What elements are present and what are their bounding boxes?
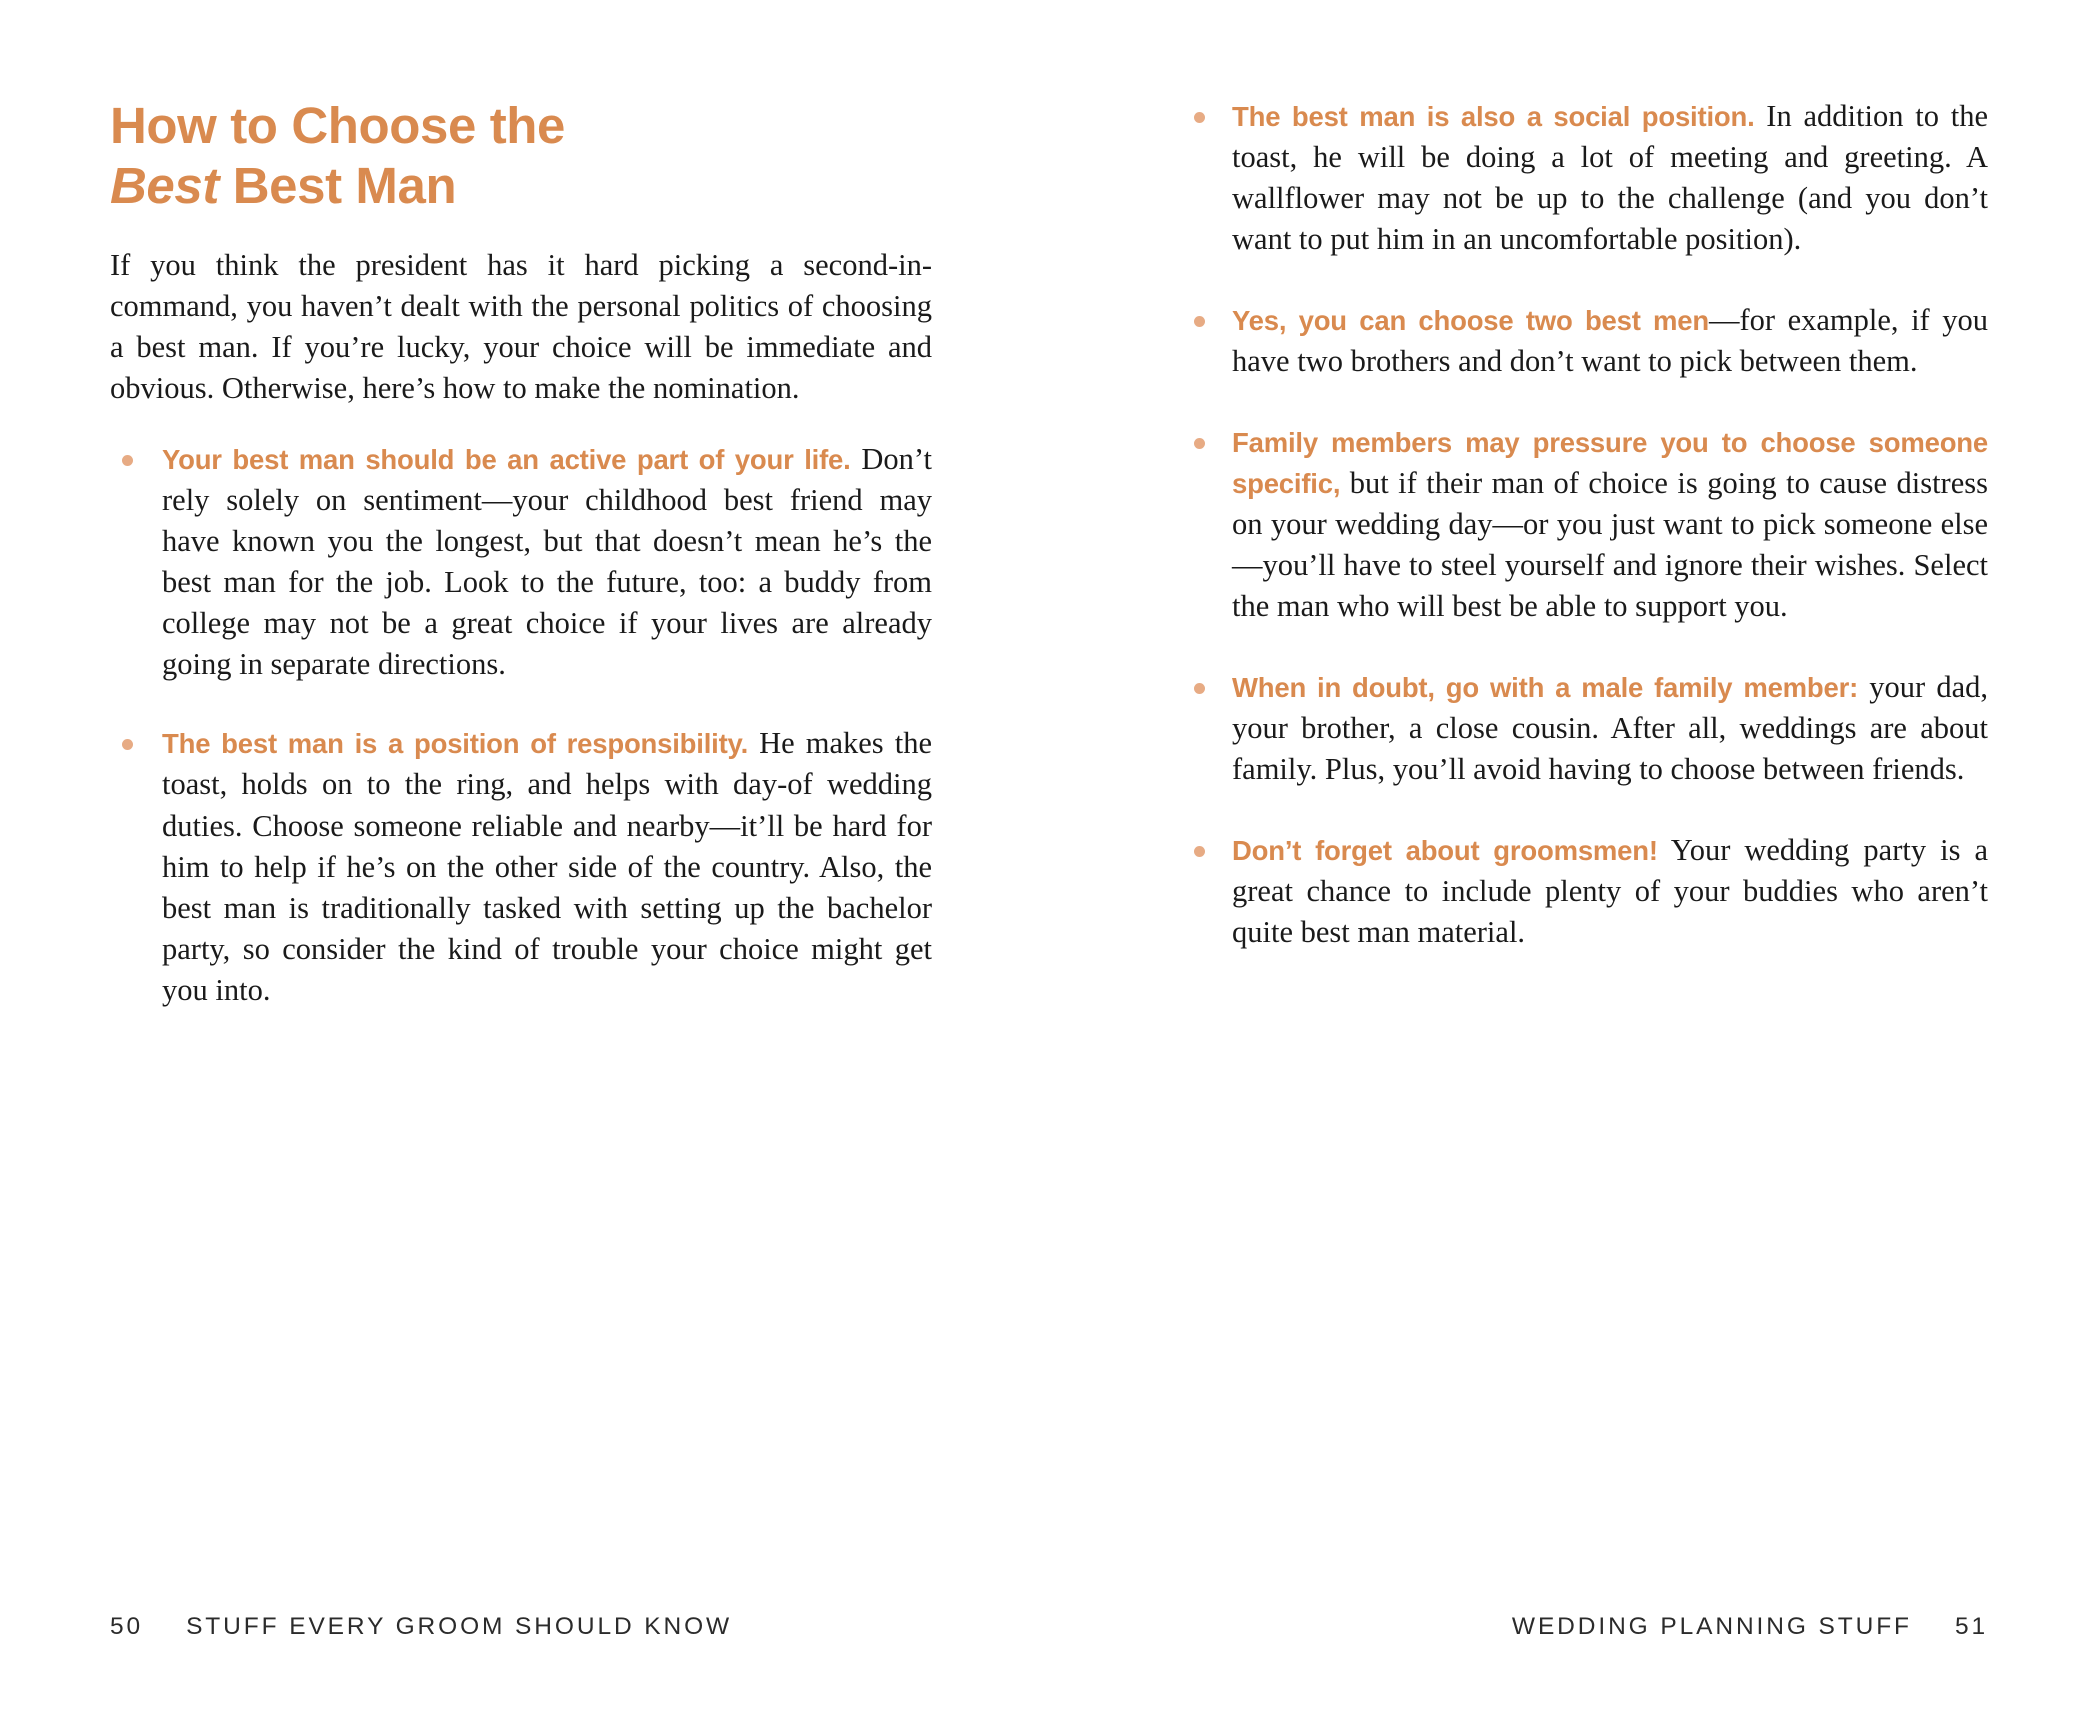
bullet-lead-in: When in doubt, go with a male family member:	[1232, 672, 1859, 704]
left-bullet-list	[110, 439, 932, 1010]
bullet-lead-in: The best man is a position of responsibility.	[162, 728, 749, 760]
page-number: 50	[110, 1613, 144, 1640]
list-item	[1182, 422, 1988, 627]
bullet-dot-icon	[1194, 846, 1205, 857]
bullet-body: but if their man of choice is going to cause distress on your wedding day—or you just want to pick someone else—you’ll have to steel yourself and ignore their wishes. Select the man who will best be able to support you.	[1232, 466, 1988, 624]
page-title	[110, 96, 932, 215]
left-page-footer	[110, 1613, 732, 1641]
right-page-footer	[1512, 1613, 1988, 1641]
page-number: 51	[1954, 1613, 1988, 1640]
bullet-dot-icon	[1194, 438, 1205, 449]
list-item	[1182, 830, 1988, 953]
running-head: STUFF EVERY GROOM SHOULD KNOW	[186, 1613, 733, 1640]
page-title-italic-word: Best	[110, 156, 219, 214]
bullet-lead-in: Don’t forget about groomsmen!	[1232, 835, 1658, 867]
bullet-dot-icon	[122, 739, 133, 750]
bullet-lead-in: The best man is also a social position.	[1232, 101, 1755, 132]
bullet-body: your dad, your brother, a close cousin. After all, weddings are about family. Plus, you’ll avoid having to choose between friends.	[1232, 670, 1988, 787]
list-item	[1182, 96, 1988, 260]
right-bullet-list	[1182, 96, 1988, 953]
bullet-body: In addition to the toast, he will be doing a lot of meeting and greeting. A wallflower may not be up to the challenge (and you don’t want to put him in an uncomfortable position).	[1232, 99, 1988, 257]
bullet-body: He makes the toast, holds on to the ring, and helps with day-of wedding duties. Choose someone reliable and nearby—it’ll be hard for him to help if he’s on the other side of the country. Also, the best man is traditionally tasked with setting up the bachelor party, so consider the kind of trouble your choice might get you into.	[162, 726, 932, 1007]
bullet-lead-in: Yes, you can choose two best men	[1232, 305, 1709, 337]
page-title-line-2	[110, 156, 932, 216]
bullet-dot-icon	[122, 455, 133, 466]
list-item	[110, 723, 932, 1010]
bullet-lead-in: Your best man should be an active part of your life.	[162, 444, 851, 476]
list-item	[1182, 300, 1988, 382]
bullet-body: Your wedding party is a great chance to include plenty of your buddies who aren’t quite best man material.	[1232, 833, 1988, 950]
bullet-dot-icon	[1194, 316, 1205, 327]
page-title-line-2-rest: Best Man	[218, 156, 457, 214]
bullet-lead-in: Family members may pressure you to choose someone specific,	[1232, 427, 1988, 500]
intro-paragraph: If you think the president has it hard picking a second-in-command, you haven’t dealt with the personal politics of choosing a best man. If you’re lucky, your choice will be immediate and obvious. Otherwise, here’s how to make the nomination.	[110, 248, 932, 406]
page-title-line-1: How to Choose the	[110, 97, 566, 154]
bullet-body: —for example, if you have two brothers and don’t want to pick between them.	[1232, 303, 1988, 379]
bullet-dot-icon	[1194, 112, 1205, 123]
list-item	[110, 439, 932, 685]
right-page	[1050, 0, 2100, 1725]
bullet-dot-icon	[1194, 683, 1205, 694]
list-item	[1182, 667, 1988, 790]
bullet-body: Don’t rely solely on sentiment—your childhood best friend may have known you the longest, but that doesn’t mean he’s the best man for the job. Look to the future, too: a buddy from college may not be a great choice if your lives are already going in separate directions.	[162, 442, 932, 682]
running-head: WEDDING PLANNING STUFF	[1511, 1613, 1912, 1640]
